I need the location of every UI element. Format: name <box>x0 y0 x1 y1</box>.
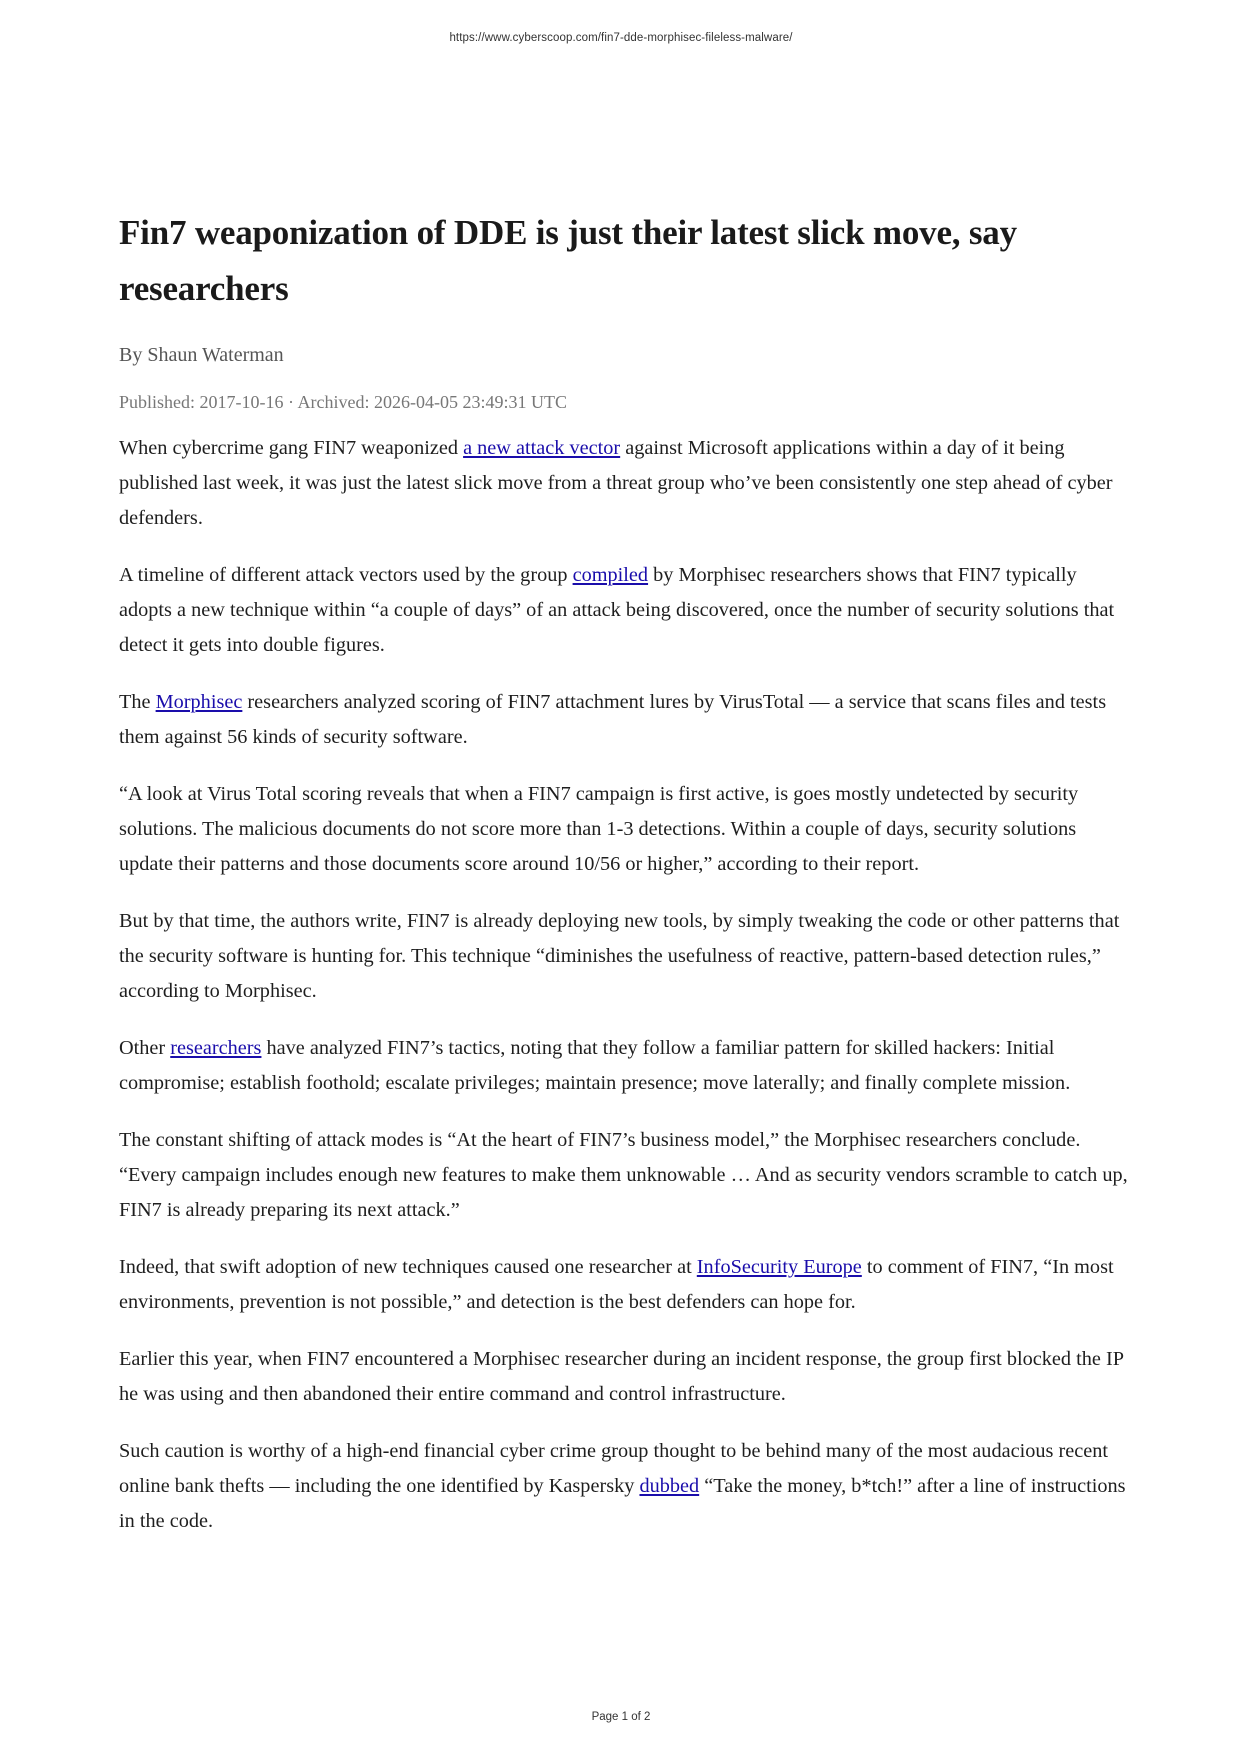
paragraph-6 <box>119 1031 1129 1101</box>
paragraph-text: researchers analyzed scoring of FIN7 attachment lures by VirusTotal — a service that scans files and tests them against 56 kinds of security software. <box>119 691 1107 748</box>
link-infosecurity-europe[interactable]: InfoSecurity Europe <box>696 1256 862 1278</box>
paragraph-3 <box>119 685 1129 755</box>
paragraph-10 <box>119 1434 1129 1539</box>
paragraph-8 <box>119 1250 1129 1320</box>
link-compiled[interactable]: compiled <box>572 564 649 586</box>
paragraph-text: A timeline of different attack vectors used by the group <box>119 564 573 586</box>
article-title: Fin7 weaponization of DDE is just their latest slick move, say researchers <box>119 213 1017 308</box>
page-url: https://www.cyberscoop.com/fin7-dde-morphisec-fileless-malware/ <box>449 32 793 44</box>
paragraph-text: “Take the money, b*tch!” after a line of instructions in the code. <box>119 1475 1126 1532</box>
paragraph-5: But by that time, the authors write, FIN7 is already deploying new tools, by simply tweaking the code or other patterns that the security software is hunting for. This technique “diminishes the usefulness of reactive, pattern-based detection rules,” according to Morphisec. <box>119 910 1120 1002</box>
paragraph-text: by Morphisec researchers shows that FIN7 typically adopts a new technique within “a couple of days” of an attack being discovered, once the number of security solutions that detect it gets into double figures. <box>119 564 1115 656</box>
publish-meta: Published: 2017-10-16 · Archived: 2026-04-05 23:49:31 UTC <box>119 392 567 412</box>
link-new-attack-vector[interactable]: a new attack vector <box>463 437 621 459</box>
paragraph-text: have analyzed FIN7’s tactics, noting that they follow a familiar pattern for skilled hackers: Initial compromise; establish foothold; escalate privileges; maintain presence; move laterally; and finally complete mission. <box>119 1037 1071 1094</box>
link-morphisec[interactable]: Morphisec <box>155 691 243 713</box>
paragraph-text: The <box>119 691 156 713</box>
page-number: Page 1 of 2 <box>591 1711 651 1723</box>
paragraph-4: “A look at Virus Total scoring reveals that when a FIN7 campaign is first active, is goes mostly undetected by security solutions. The malicious documents do not score more than 1-3 detections. Within a couple of days, security solutions update their patterns and those documents score around 10/56 or higher,” according to their report. <box>119 783 1079 875</box>
paragraph-text: Such caution is worthy of a high-end financial cyber crime group thought to be behind many of the most audacious recent online bank thefts — including the one identified by Kaspersky <box>119 1440 1108 1497</box>
article <box>119 205 1129 1561</box>
paragraph-text: When cybercrime gang FIN7 weaponized <box>119 437 464 459</box>
paragraph-text: against Microsoft applications within a day of it being published last week, it was just the latest slick move from a threat group who’ve been consistently one step ahead of cyber defenders. <box>119 437 1113 529</box>
link-researchers[interactable]: researchers <box>170 1037 262 1059</box>
paragraph-9: Earlier this year, when FIN7 encountered a Morphisec researcher during an incident response, the group first blocked the IP he was using and then abandoned their entire command and control infrastructure. <box>119 1348 1124 1405</box>
paragraph-7: The constant shifting of attack modes is “At the heart of FIN7’s business model,” the Morphisec researchers conclude. “Every campaign includes enough new features to make them unknowable … And as security vendors scramble to catch up, FIN7 is already preparing its next attack.” <box>119 1129 1128 1221</box>
paragraph-text: to comment of FIN7, “In most environments, prevention is not possible,” and detection is the best defenders can hope for. <box>119 1256 1114 1313</box>
link-dubbed[interactable]: dubbed <box>639 1475 700 1497</box>
byline: By Shaun Waterman <box>119 344 284 366</box>
paragraph-text: Indeed, that swift adoption of new techniques caused one researcher at <box>119 1256 697 1278</box>
paragraph-text: Other <box>119 1037 171 1059</box>
paragraph-2 <box>119 558 1129 663</box>
paragraph-1 <box>119 431 1129 536</box>
article-body <box>119 431 1129 1539</box>
